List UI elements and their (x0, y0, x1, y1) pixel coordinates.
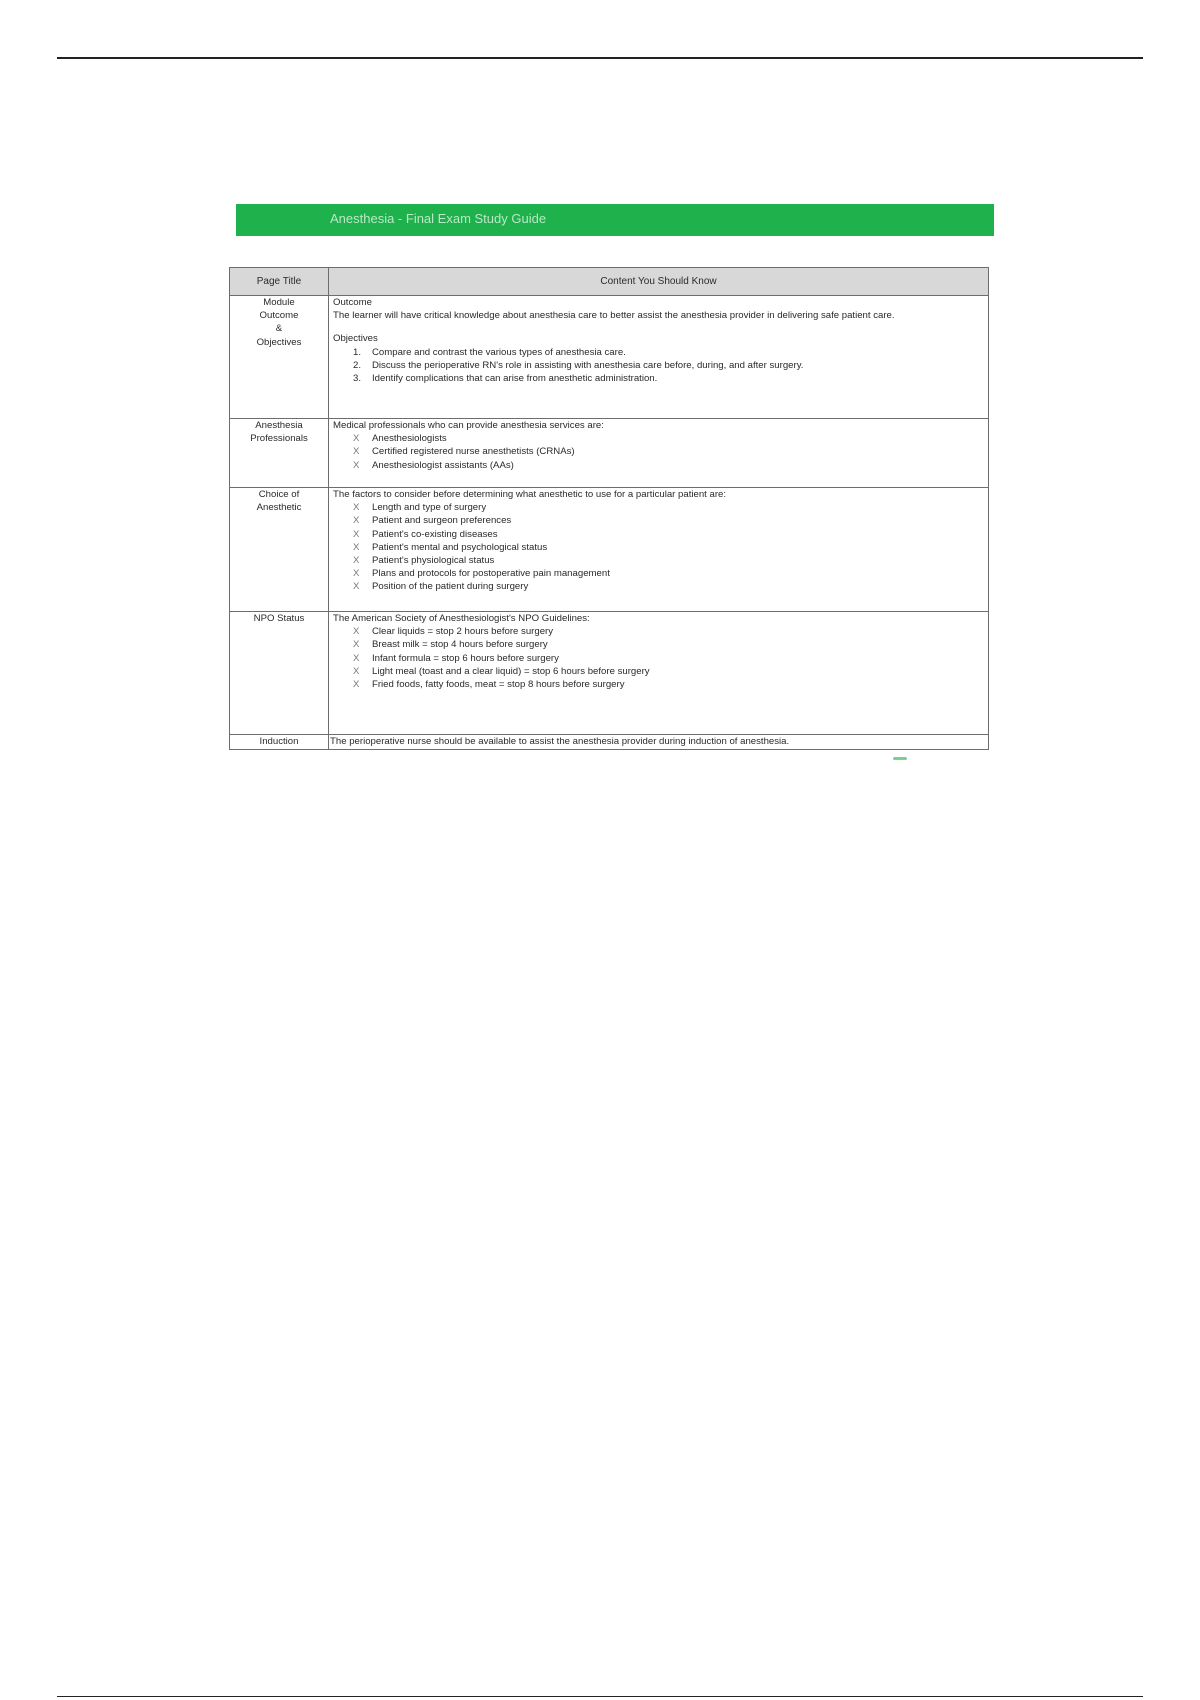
table-row-induction (230, 735, 989, 750)
bullet-icon: X (353, 555, 360, 567)
list-item: 3. Identify complications that can arise from anesthetic administration. (353, 373, 658, 385)
list-item: X Patient's physiological status (353, 555, 495, 567)
list-item: 1. Compare and contrast the various types of anesthesia care. (353, 346, 626, 358)
header-page-title: Page Title (230, 268, 329, 296)
bullet-icon: X (353, 541, 360, 553)
list-item: X Anesthesiologists (353, 433, 447, 445)
list-item: X Patient and surgeon preferences (353, 515, 512, 527)
list-item: X Light meal (toast and a clear liquid) = stop 6 hours before surgery (353, 665, 650, 677)
banner-title: Anesthesia - Final Exam Study Guide (330, 211, 547, 226)
bullet-icon: X (353, 679, 360, 691)
list-item: X Fried foods, fatty foods, meat = stop 8 hours before surgery (353, 679, 625, 691)
list-item: X Length and type of surgery (353, 502, 487, 514)
list-item: X Position of the patient during surgery (353, 581, 529, 593)
objectives-heading: Objectives (333, 333, 378, 345)
list-item: X Patient's mental and psychological status (353, 541, 548, 553)
row-content-outcome (329, 296, 989, 419)
row-content-induction (329, 735, 989, 750)
outcome-heading: Outcome (333, 297, 372, 308)
bullet-icon: X (353, 652, 360, 664)
study-guide-table (229, 267, 989, 750)
row-label-induction: Induction (230, 735, 329, 750)
bullet-icon: X (353, 446, 360, 458)
induction-text: The perioperative nurse should be available to assist the anesthesia provider during induction of anesthesia. (330, 736, 790, 747)
page-marker (893, 757, 907, 760)
bullet-icon: X (353, 626, 360, 638)
bullet-icon: X (353, 639, 360, 651)
professionals-intro: Medical professionals who can provide anesthesia services are: (333, 420, 604, 431)
table-row-choice (230, 488, 989, 612)
row-content-professionals (329, 419, 989, 488)
choice-intro: The factors to consider before determining what anesthetic to use for a particular patient are: (333, 489, 727, 500)
table-row-npo (230, 612, 989, 735)
bullet-icon: X (353, 581, 360, 593)
row-label-choice: Choice of Anesthetic (230, 488, 329, 612)
top-rule (57, 57, 1143, 59)
list-item: X Patient's co-existing diseases (353, 528, 498, 540)
list-item: 2. Discuss the perioperative RN's role in assisting with anesthesia care before, during, and after surgery. (353, 359, 804, 371)
row-label-outcome: Module Outcome & Objectives (230, 296, 329, 419)
bottom-rule (57, 1696, 1143, 1697)
list-item: X Clear liquids = stop 2 hours before surgery (353, 626, 554, 638)
table-header-row (230, 268, 989, 296)
table-row-professionals (230, 419, 989, 488)
table-row-outcome (230, 296, 989, 419)
list-item: X Breast milk = stop 4 hours before surgery (353, 639, 548, 651)
outcome-text: The learner will have critical knowledge about anesthesia care to better assist the anesthesia provider in delivering safe patient care. (333, 310, 895, 322)
npo-intro: The American Society of Anesthesiologist's NPO Guidelines: (333, 613, 590, 624)
row-label-npo: NPO Status (230, 612, 329, 735)
row-content-npo (329, 612, 989, 735)
list-item: X Infant formula = stop 6 hours before surgery (353, 652, 559, 664)
bullet-icon: X (353, 502, 360, 514)
bullet-icon: X (353, 528, 360, 540)
list-item: X Certified registered nurse anesthetists (CRNAs) (353, 446, 575, 458)
bullet-icon: X (353, 515, 360, 527)
row-label-professionals: Anesthesia Professionals (230, 419, 329, 488)
title-banner (236, 204, 994, 236)
bullet-icon: X (353, 665, 360, 677)
list-item: X Anesthesiologist assistants (AAs) (353, 459, 514, 471)
bullet-icon: X (353, 459, 360, 471)
bullet-icon: X (353, 433, 360, 445)
bullet-icon: X (353, 568, 360, 580)
header-content: Content You Should Know (329, 268, 989, 296)
row-content-choice (329, 488, 989, 612)
list-item: X Plans and protocols for postoperative pain management (353, 568, 610, 580)
